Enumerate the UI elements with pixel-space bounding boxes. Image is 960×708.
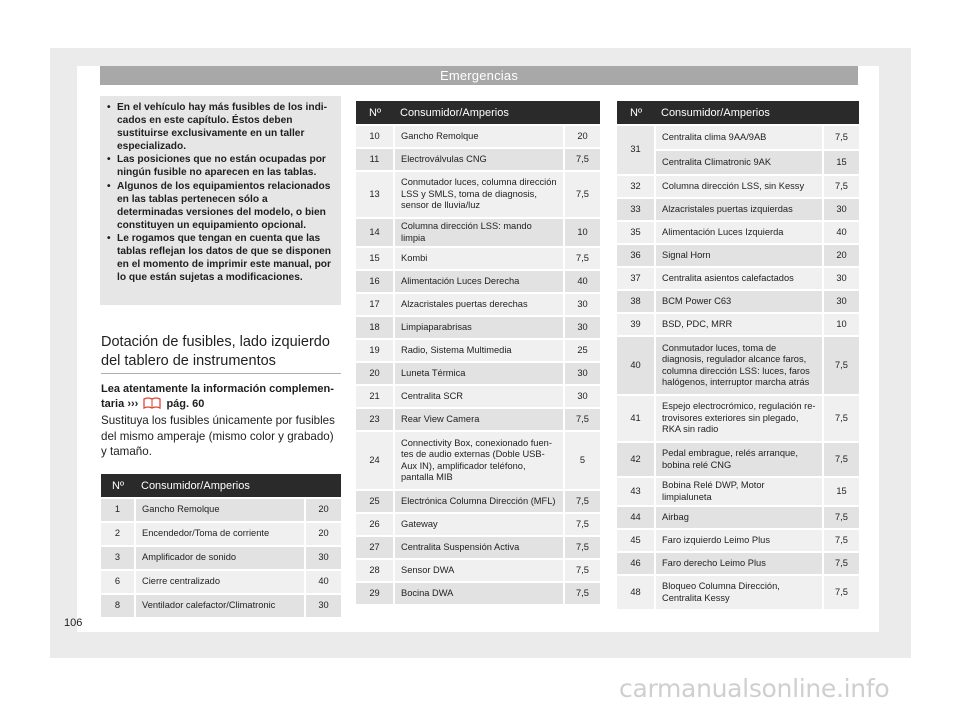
fuse-amperage: 30 (564, 316, 600, 339)
fuse-consumer: BCM Power C63 (655, 290, 823, 313)
fuse-amperage: 20 (823, 244, 859, 267)
fuse-amperage: 7,5 (823, 125, 859, 150)
fuse-consumer: Centralita Suspensión Activa (394, 536, 564, 559)
fuse-consumer: BSD, PDC, MRR (655, 313, 823, 336)
fuse-consumer: Columna dirección LSS: mando limpia (394, 218, 564, 247)
table-row (101, 546, 341, 570)
fuse-number: 46 (617, 552, 655, 575)
section-header: Emergencias (100, 66, 858, 85)
note-box (100, 96, 341, 305)
column-header-number: Nº (356, 101, 394, 125)
table-row (617, 313, 859, 336)
fuse-amperage: 30 (564, 385, 600, 408)
fuse-consumer: Luneta Térmica (394, 362, 564, 385)
fuse-consumer: Bobina Relé DWP, Motor limpialuneta (655, 477, 823, 506)
fuse-amperage: 7,5 (823, 529, 859, 552)
fuse-number: 48 (617, 575, 655, 610)
table-row (356, 408, 600, 431)
note-item (107, 101, 335, 153)
table-row (617, 336, 859, 395)
fuse-amperage: 7,5 (564, 171, 600, 218)
fuse-number: 36 (617, 244, 655, 267)
fuse-consumer: Columna dirección LSS, sin Kessy (655, 175, 823, 198)
note-text: Le rogamos que tengan en cuenta que las tablas reflejan los datos de que se disponen en el momento de imprimir este manual, por lo que están sujetas a modificaciones. (117, 232, 331, 284)
intro-reference (101, 382, 341, 412)
fuse-amperage: 40 (305, 570, 341, 594)
table-row (101, 498, 341, 522)
table-row (356, 316, 600, 339)
fuse-number: 33 (617, 198, 655, 221)
table-row (356, 148, 600, 171)
note-text: Algunos de los equipamientos relacionados en las tablas pertenecen sólo a determinadas versiones del modelo, o bien constituyen un equipamiento opcional. (117, 180, 331, 231)
fuse-consumer: Gancho Remolque (135, 498, 305, 522)
watermark: carmanualsonline.info (619, 674, 890, 703)
fuse-consumer: Conmutador luces, toma de diagnosis, regulador alcance faros, columna dirección LSS: luces, faros halógenos, interruptor marcha atrás (655, 336, 823, 395)
fuse-consumer: Airbag (655, 506, 823, 529)
fuse-amperage: 7,5 (823, 506, 859, 529)
fuse-consumer: Radio, Sistema Multimedia (394, 339, 564, 362)
fuse-amperage: 20 (305, 522, 341, 546)
fuse-number: 10 (356, 125, 394, 148)
fuse-amperage: 7,5 (564, 247, 600, 270)
fuse-amperage: 7,5 (564, 148, 600, 171)
fuse-amperage: 15 (823, 477, 859, 506)
fuse-number: 20 (356, 362, 394, 385)
table-row (617, 290, 859, 313)
table-row (356, 362, 600, 385)
fuse-consumer: Alimentación Luces Izquierda (655, 221, 823, 244)
table-row (617, 175, 859, 198)
fuse-amperage: 40 (823, 221, 859, 244)
fuse-number: 1 (101, 498, 135, 522)
fuse-amperage: 7,5 (564, 559, 600, 582)
fuse-consumer: Faro izquierdo Leimo Plus (655, 529, 823, 552)
intro-reference-text: Lea atentamente la información complementaria (101, 383, 334, 410)
table-row (617, 221, 859, 244)
fuse-number: 27 (356, 536, 394, 559)
fuse-consumer: Centralita SCR (394, 385, 564, 408)
fuse-table-2 (356, 101, 600, 606)
fuse-consumer: Electroválvulas CNG (394, 148, 564, 171)
fuse-number: 25 (356, 490, 394, 513)
fuse-table-3 (617, 101, 859, 611)
fuse-number: 6 (101, 570, 135, 594)
fuse-number: 29 (356, 582, 394, 605)
note-item (107, 232, 335, 284)
reference-arrows: ››› (127, 398, 139, 410)
table-header-row (356, 101, 600, 125)
fuse-amperage: 5 (564, 431, 600, 490)
table-row (356, 536, 600, 559)
table-row (617, 267, 859, 290)
fuse-amperage: 20 (564, 125, 600, 148)
fuse-number: 11 (356, 148, 394, 171)
column-header-consumer: Consumidor/Amperios (655, 101, 859, 125)
table-row (101, 570, 341, 594)
fuse-number: 40 (617, 336, 655, 395)
column-header-consumer: Consumidor/Amperios (135, 474, 341, 498)
table-body (617, 125, 859, 610)
fuse-consumer: Bloqueo Columna Dirección, Centralita Kessy (655, 575, 823, 610)
fuse-number: 19 (356, 339, 394, 362)
fuse-consumer: Amplificador de sonido (135, 546, 305, 570)
page-reference-link[interactable]: pág. 60 (166, 398, 205, 410)
fuse-amperage: 30 (305, 594, 341, 618)
table-header-row (101, 474, 341, 498)
fuse-consumer: Kombi (394, 247, 564, 270)
fuse-number: 14 (356, 218, 394, 247)
table-row (356, 218, 600, 247)
fuse-amperage: 40 (564, 270, 600, 293)
fuse-consumer: Centralita Climatronic 9AK (655, 150, 823, 175)
fuse-amperage: 20 (305, 498, 341, 522)
table-row (101, 522, 341, 546)
fuse-amperage: 7,5 (564, 536, 600, 559)
bullet-icon: • (107, 102, 111, 113)
table-row (617, 552, 859, 575)
fuse-amperage: 30 (564, 293, 600, 316)
fuse-amperage: 15 (823, 150, 859, 175)
fuse-consumer: Alzacristales puertas derechas (394, 293, 564, 316)
fuse-number: 32 (617, 175, 655, 198)
fuse-amperage: 7,5 (823, 552, 859, 575)
fuse-consumer: Encendedor/Toma de corriente (135, 522, 305, 546)
fuse-amperage: 7,5 (823, 395, 859, 442)
fuse-amperage: 30 (823, 198, 859, 221)
fuse-number: 17 (356, 293, 394, 316)
fuse-consumer: Alimentación Luces Derecha (394, 270, 564, 293)
fuse-number: 39 (617, 313, 655, 336)
fuse-table-1 (101, 474, 341, 619)
fuse-number: 44 (617, 506, 655, 529)
bullet-icon: • (107, 180, 111, 192)
table-row (617, 198, 859, 221)
column-header-number: Nº (101, 474, 135, 498)
fuse-number: 41 (617, 395, 655, 442)
fuse-number: 28 (356, 559, 394, 582)
fuse-number: 42 (617, 442, 655, 477)
fuse-number: 18 (356, 316, 394, 339)
bullet-icon: • (107, 154, 111, 166)
fuse-number: 3 (101, 546, 135, 570)
intro-paragraph: Sustituya los fusibles únicamente por fusibles del mismo amperaje (mismo color y grabado) y tamaño. (101, 414, 335, 458)
fuse-consumer: Sensor DWA (394, 559, 564, 582)
fuse-number: 8 (101, 594, 135, 618)
fuse-number: 15 (356, 247, 394, 270)
table-row (356, 385, 600, 408)
fuse-consumer: Gateway (394, 513, 564, 536)
fuse-amperage: 7,5 (823, 336, 859, 395)
table-row (617, 477, 859, 506)
table-row (356, 171, 600, 218)
table-header-row (617, 101, 859, 125)
table-row (356, 247, 600, 270)
fuse-amperage: 7,5 (823, 442, 859, 477)
fuse-consumer: Gancho Remolque (394, 125, 564, 148)
table-row (617, 125, 859, 150)
table-row (356, 559, 600, 582)
fuse-number: 21 (356, 385, 394, 408)
note-text: En el vehículo hay más fusibles de los indicados en este capítulo. Éstos deben sustituirse exclusivamente en un taller especializado. (117, 102, 328, 153)
fuse-consumer: Conmutador luces, columna dirección LSS y SMLS, toma de diagnosis, sensor de lluvia/luz (394, 171, 564, 218)
fuse-number: 31 (617, 125, 655, 175)
table-body (101, 498, 341, 618)
fuse-consumer: Bocina DWA (394, 582, 564, 605)
table-row (356, 431, 600, 490)
fuse-consumer: Centralita clima 9AA/9AB (655, 125, 823, 150)
fuse-amperage: 7,5 (823, 575, 859, 610)
fuse-consumer: Electrónica Columna Dirección (MFL) (394, 490, 564, 513)
table-row (356, 490, 600, 513)
fuse-amperage: 7,5 (823, 175, 859, 198)
fuse-consumer: Limpiaparabrisas (394, 316, 564, 339)
fuse-amperage: 30 (823, 267, 859, 290)
page-number: 106 (64, 617, 83, 629)
fuse-consumer: Cierre centralizado (135, 570, 305, 594)
fuse-consumer: Rear View Camera (394, 408, 564, 431)
fuse-consumer: Faro derecho Leimo Plus (655, 552, 823, 575)
fuse-amperage: 7,5 (564, 408, 600, 431)
table-row (617, 506, 859, 529)
fuse-number: 45 (617, 529, 655, 552)
fuse-consumer: Ventilador calefactor/Climatronic (135, 594, 305, 618)
bullet-icon: • (107, 232, 111, 244)
fuse-number: 2 (101, 522, 135, 546)
table-body (356, 125, 600, 605)
fuse-consumer: Espejo electrocrómico, regulación retrovisores exteriores sin plegado, RKA sin radio (655, 395, 823, 442)
table-row (356, 513, 600, 536)
fuse-consumer: Signal Horn (655, 244, 823, 267)
fuse-consumer: Alzacristales puertas izquierdas (655, 198, 823, 221)
fuse-number: 13 (356, 171, 394, 218)
table-row (101, 594, 341, 618)
table-row (617, 244, 859, 267)
fuse-number: 43 (617, 477, 655, 506)
book-reference-icon (143, 397, 161, 409)
section-title: Dotación de fusibles, lado izquierdo del tablero de instrumentos (101, 334, 330, 369)
fuse-amperage: 10 (823, 313, 859, 336)
fuse-consumer: Pedal embrague, relés arranque, bobina relé CNG (655, 442, 823, 477)
table-row (617, 442, 859, 477)
note-item (107, 180, 335, 232)
table-row (356, 125, 600, 148)
column-header-number: Nº (617, 101, 655, 125)
table-row (356, 582, 600, 605)
fuse-amperage: 30 (823, 290, 859, 313)
fuse-number: 26 (356, 513, 394, 536)
table-row (617, 529, 859, 552)
fuse-number: 16 (356, 270, 394, 293)
fuse-amperage: 25 (564, 339, 600, 362)
fuse-amperage: 30 (564, 362, 600, 385)
table-row (356, 293, 600, 316)
table-row (617, 575, 859, 610)
table-row (617, 395, 859, 442)
fuse-consumer: Centralita asientos calefactados (655, 267, 823, 290)
fuse-consumer: Connectivity Box, conexionado fuentes de audio externas (Doble USB-Aux IN), amplificador teléfono, pantalla MIB (394, 431, 564, 490)
note-item (107, 153, 335, 179)
table-row (356, 270, 600, 293)
fuse-amperage: 7,5 (564, 582, 600, 605)
note-text: Las posiciones que no están ocupadas por ningún fusible no aparecen en las tablas. (117, 154, 326, 179)
fuse-amperage: 10 (564, 218, 600, 247)
fuse-number: 23 (356, 408, 394, 431)
fuse-amperage: 30 (305, 546, 341, 570)
fuse-number: 38 (617, 290, 655, 313)
fuse-amperage: 7,5 (564, 490, 600, 513)
column-header-consumer: Consumidor/Amperios (394, 101, 600, 125)
fuse-number: 37 (617, 267, 655, 290)
fuse-number: 24 (356, 431, 394, 490)
fuse-number: 35 (617, 221, 655, 244)
fuse-amperage: 7,5 (564, 513, 600, 536)
table-row (356, 339, 600, 362)
title-divider (101, 373, 341, 374)
